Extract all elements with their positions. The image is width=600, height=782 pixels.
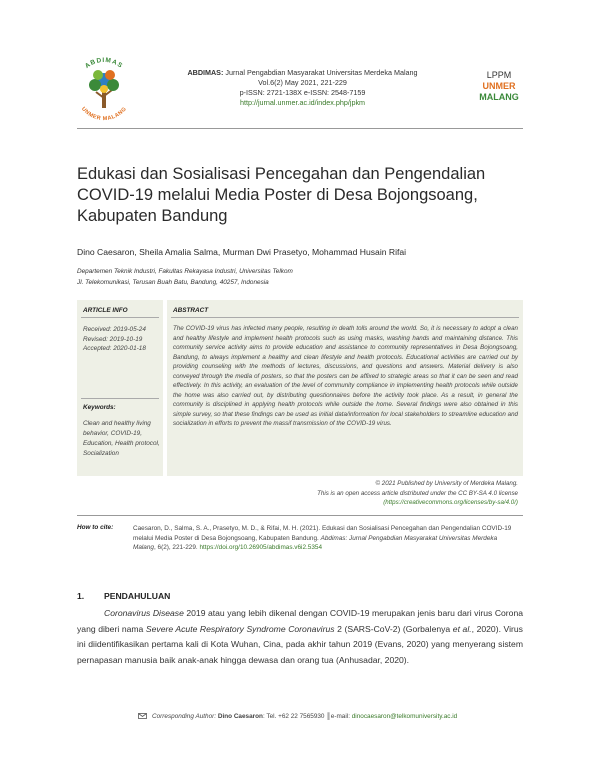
- keywords-heading: Keywords:: [83, 404, 116, 411]
- journal-volume: Vol.6(2) May 2021, 221-229: [258, 78, 347, 87]
- affiliation-line1: Departemen Teknik Industri, Fakultas Rekayasa Industri, Universitas Telkom: [77, 268, 293, 275]
- info-rule: [81, 317, 159, 318]
- section-title: PENDAHULUAN: [104, 591, 171, 601]
- doi-link[interactable]: https://doi.org/10.26905/abdimas.v6i2.5354: [199, 544, 323, 552]
- license-line1: © 2021 Published by University of Merdeka Malang.: [375, 480, 518, 487]
- cite-text: Caesaron, D., Salma, S. A., Prasetyo, M. D., & Rifai, M. H. (2021). Edukasi dan Sosialisasi Pencegahan dan Pengendalian COVID-19 melalui Media Poster di Desa Bojongsoang, Kabupaten Bandung. Abdimas: Jurnal Pengabdian Masyarakat Universitas Merdeka Malang, 6(2), 221-229. https://doi.org/10.26905/abdimas.v6i2.5354: [133, 525, 512, 552]
- received-date: Received: 2019-05-24: [83, 326, 146, 333]
- section-number: 1.: [77, 591, 85, 601]
- abstract-heading: ABSTRACT: [173, 307, 209, 314]
- journal-url-link[interactable]: http://jurnal.unmer.ac.id/index.php/jpkm: [239, 98, 366, 107]
- article-authors: Dino Caesaron, Sheila Amalia Salma, Murman Dwi Prasetyo, Mohammad Husain Rifai: [77, 247, 407, 257]
- abdimas-logo: [64, 52, 144, 124]
- revised-date: Revised: 2019-10-19: [83, 335, 143, 343]
- license-line2: This is an open access article distributed under the CC BY-SA 4.0 license: [317, 489, 518, 497]
- svg-text:ABDIMAS: [84, 57, 124, 70]
- publisher-mark: [474, 70, 524, 103]
- info-column-divider: [163, 300, 167, 476]
- cite-label: How to cite:: [77, 524, 114, 531]
- journal-name: ABDIMAS: Jurnal Pengabdian Masyarakat Universitas Merdeka Malang: [187, 68, 418, 77]
- article-dates: [83, 325, 146, 354]
- article-info-heading: ARTICLE INFO: [83, 307, 128, 314]
- article-title: Edukasi dan Sosialisasi Pencegahan dan Pengendalian COVID-19 melalui Media Poster di Desa Bojongsoang, Kabupaten Bandung: [77, 165, 486, 225]
- publisher-line2: UNMER: [482, 81, 516, 91]
- keywords-list: Clean and healthy living behavior, COVID-19, Education, Health protocol, Socialization: [83, 420, 160, 457]
- author-name: Dino Caesaron: [217, 713, 263, 720]
- article-affiliation: [77, 266, 537, 288]
- abstract-rule: [171, 317, 519, 318]
- cite-divider: [77, 515, 523, 516]
- envelope-icon: [138, 713, 147, 719]
- publisher-line3: MALANG: [479, 92, 519, 102]
- affiliation-line2: Jl. Telekomunikasi, Terusan Buah Batu, Bandung, 40257, Indonesia: [77, 279, 269, 286]
- journal-issn: p-ISSN: 2721-138X e-ISSN: 2548-7159: [239, 88, 366, 97]
- abstract-text: The COVID-19 virus has infected many people, resulting in death tolls around the world. So, it is necessary to adopt a clean and healthy lifestyle and implement health protocols such as using masks, washing hands and maintaining distance. This community service activity aims to provide education and assistance to community representatives in Desa Bojongsoang, Bandung, to always implement a healthy and clean lifestyle and health protocols. Educational activities are carried out by providing counseling with the methods of lectures, discussions, and questions and answers. Material delivery is also conveyed through the media of posters, so that the posters can be affixed to strategic areas so that it can be seen and read effectively. In this activity, an evaluation of the level of community compliance in implementing health protocols while outside the home was also carried out, by distributing questionnaires before the activity took place. As a result, in general the community is disciplined in applying health protocols while outside the home. Several findings were also obtained in this simple survey, so that these findings can be used as initial data/information for local stakeholders to streamline education and socialization in efforts to prevent the massif transmission of the COVID-19 virus.: [173, 325, 518, 427]
- accepted-date: Accepted: 2020-01-18: [83, 345, 146, 352]
- license-url-link[interactable]: (https://creativecommons.org/licenses/by-sa/4.0/): [383, 499, 518, 506]
- logo-arc-text: ABDIMAS: [83, 56, 125, 70]
- publisher-line1: LPPM: [486, 70, 512, 80]
- keywords-rule: [81, 398, 159, 399]
- corresponding-author-footer: Corresponding Author: Dino Caesaron: Tel. +62 22 7565930 ║e-mail: dinocaesaron@telkomuniversity.ac.id: [138, 713, 538, 720]
- logo-bottom-text: UNMER MALANG: [79, 106, 129, 123]
- header-divider: [77, 128, 523, 129]
- body-paragraph: Coronavirus Disease 2019 atau yang lebih dikenal dengan COVID-19 merupakan jenis baru dari virus Corona yang diberi nama Severe Acute Respiratory Syndrome Coronavirus 2 (SARS-CoV-2) (Gorbalenya et al., 2020). Virus ini diidentifikasikan pertama kali di Kota Wuhan, Cina, pada akhir tahun 2019 (Evans, 2020) yang menyerang sistem pernapasan manusia baik anak-anak hingga dewasa dan orang tua (Anhusadar, 2020).: [77, 608, 524, 665]
- email-link[interactable]: dinocaesaron@telkomuniversity.ac.id: [351, 713, 458, 720]
- license-notice: [200, 479, 518, 508]
- svg-text:UNMER MALANG: [80, 106, 128, 122]
- journal-header: [150, 68, 455, 108]
